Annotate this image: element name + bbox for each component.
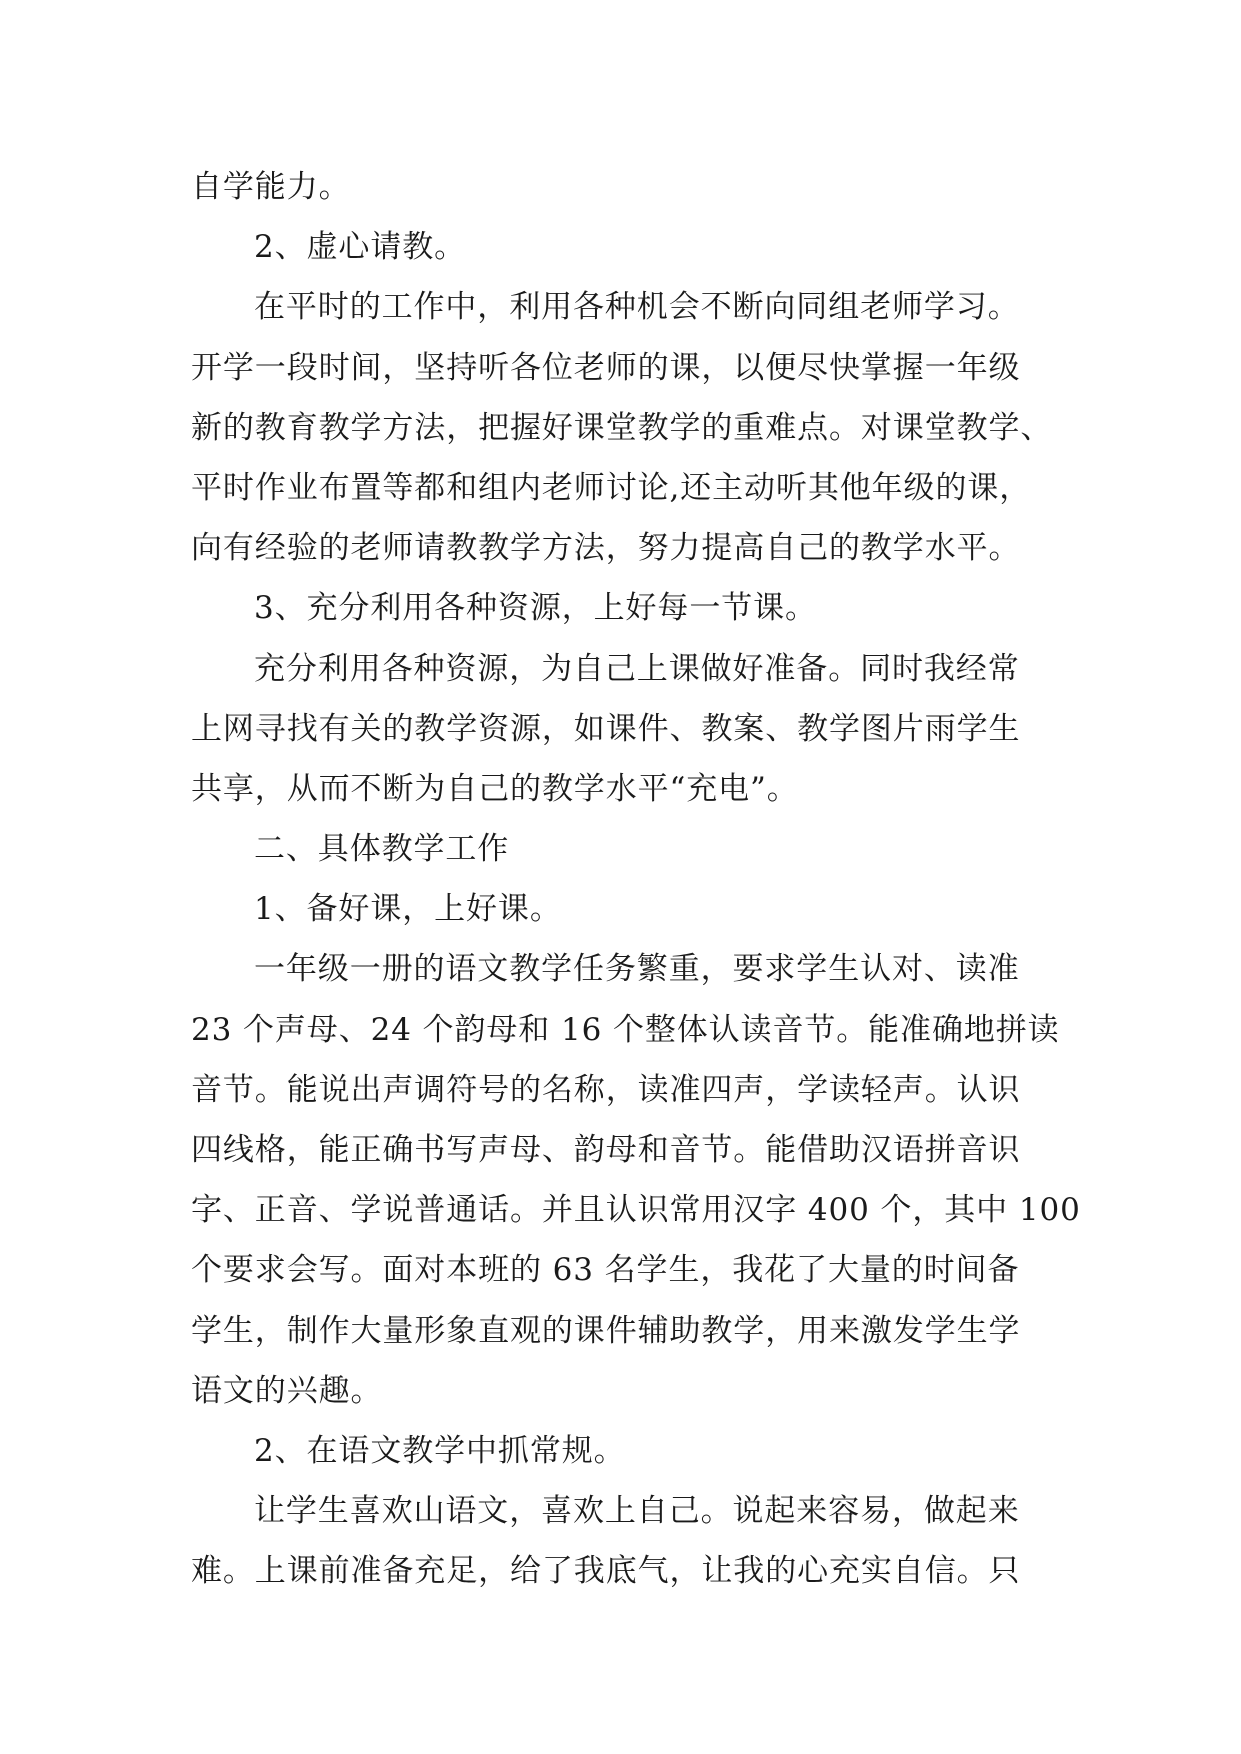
text-line: 2、虚心请教。 [254,229,467,266]
text-line: 个要求会写。面对本班的 63 名学生，我花了大量的时间备 [191,1252,1020,1289]
text-line: 23 个声母、24 个韵母和 16 个整体认读音节。能准确地拼读 [191,1011,1060,1048]
text-line: 2、在语文教学中抓常规。 [254,1432,626,1469]
text-line: 向有经验的老师请教教学方法，努力提高自己的教学水平。 [191,530,1021,567]
text-line: 音节。能说出声调符号的名称，读准四声，学读轻声。认识 [191,1071,1021,1108]
text-line: 开学一段时间，坚持听各位老师的课，以便尽快掌握一年级 [191,349,1021,386]
text-line: 上网寻找有关的教学资源，如课件、教案、教学图片雨学生 [191,710,1021,747]
text-line: 平时作业布置等都和组内老师讨论,还主动听其他年级的课， [191,469,1032,506]
text-line: 在平时的工作中，利用各种机会不断向同组老师学习。 [254,289,1020,326]
document-body [191,157,1081,1602]
text-line: 字、正音、学说普通话。并且认识常用汉字 400 个，其中 100 [191,1192,1081,1229]
text-line: 自学能力。 [191,169,351,205]
text-line: 语文的兴趣。 [191,1372,383,1409]
text-line: 学生，制作大量形象直观的课件辅助教学，用来激发学生学 [191,1312,1021,1349]
text-line: 1、备好课，上好课。 [254,891,562,928]
text-line: 3、充分利用各种资源，上好每一节课。 [254,590,817,627]
text-line: 充分利用各种资源，为自己上课做好准备。同时我经常 [254,650,1020,687]
text-line: 四线格，能正确书写声母、韵母和音节。能借助汉语拼音识 [191,1132,1021,1168]
text-line: 让学生喜欢山语文，喜欢上自己。说起来容易，做起来 [254,1493,1020,1530]
text-line: 新的教育教学方法，把握好课堂教学的重难点。对课堂教学、 [191,409,1053,446]
text-line: 共享，从而不断为自己的教学水平“充电”。 [191,770,799,807]
text-line: 二、具体教学工作 [254,831,510,868]
text-line: 一年级一册的语文教学任务繁重，要求学生认对、读准 [254,951,1020,988]
text-line: 难。上课前准备充足，给了我底气，让我的心充实自信。只 [191,1553,1021,1590]
